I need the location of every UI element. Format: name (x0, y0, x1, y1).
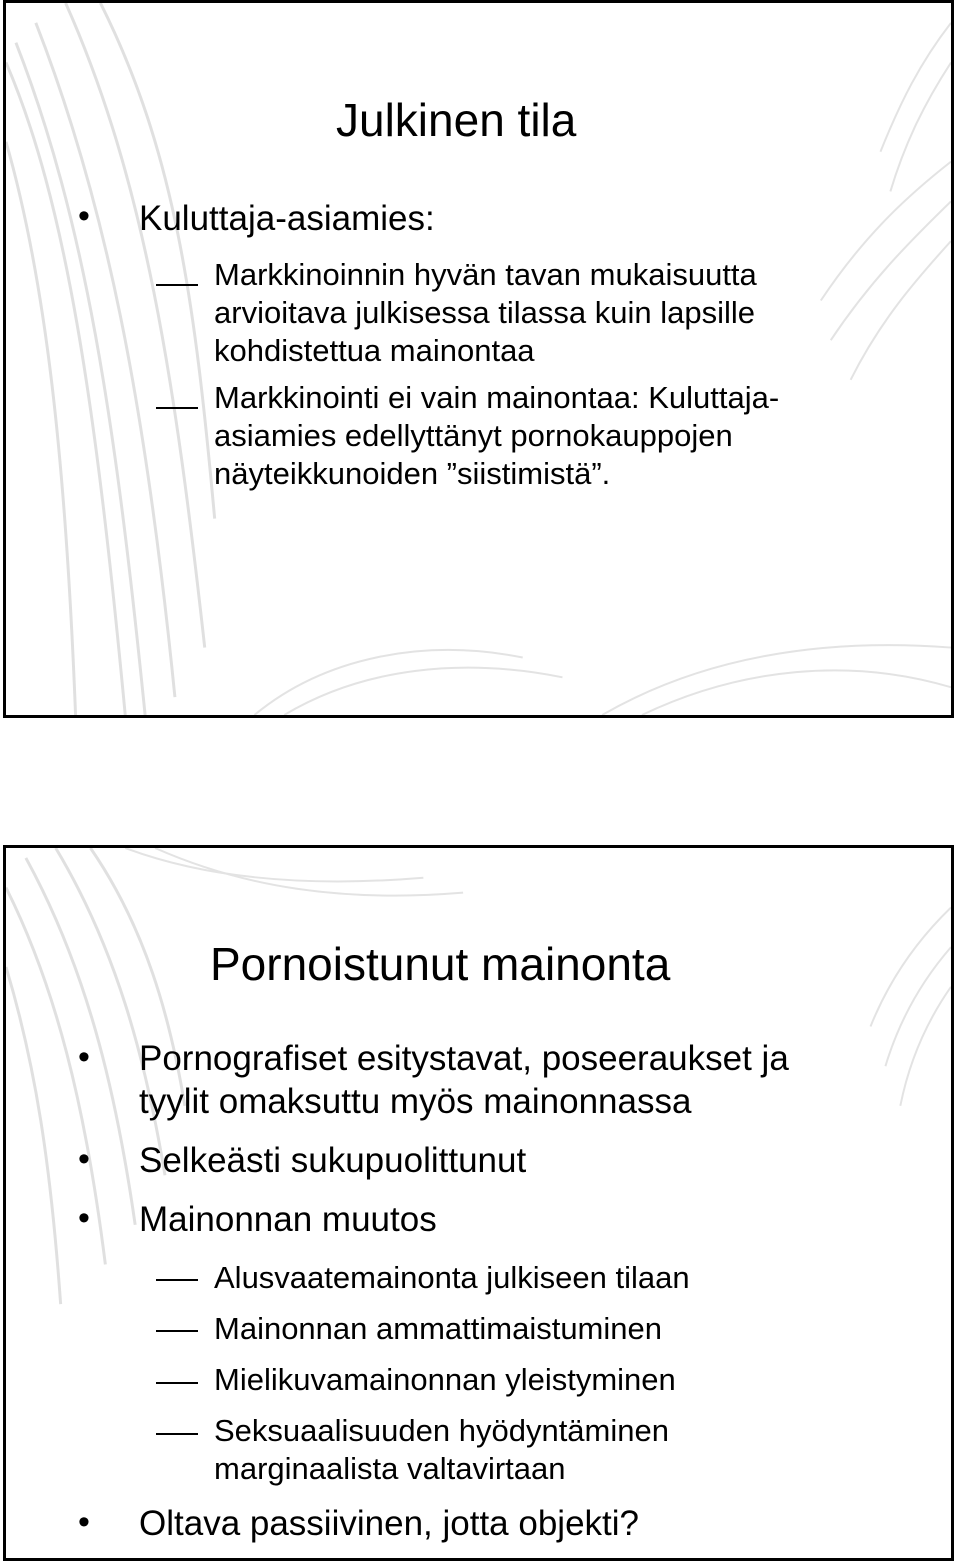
dash-icon (156, 1382, 198, 1384)
sub-bullet-text: Mielikuvamainonnan yleistyminen (214, 1362, 676, 1397)
dash-icon (156, 1330, 198, 1332)
bullet-text: Oltava passiivinen, jotta objekti? (139, 1504, 639, 1543)
sub-bullet-text: Markkinoinnin hyvän tavan mukaisuutta (214, 257, 757, 292)
slide-pornoistunut-mainonta (3, 845, 954, 1561)
sub-bullet-text: marginaalista valtavirtaan (214, 1451, 566, 1486)
bullet-icon: • (78, 1140, 90, 1178)
dash-icon (156, 407, 198, 409)
slide-title: Pornoistunut mainonta (210, 938, 671, 990)
dash-icon (156, 1433, 198, 1435)
sub-bullet-text: Seksuaalisuuden hyödyntäminen (214, 1413, 669, 1448)
slide-title: Julkinen tila (336, 94, 577, 146)
bullet-icon: • (78, 1038, 90, 1076)
bullet-text: Mainonnan muutos (139, 1200, 437, 1239)
slide-julkinen-tila (3, 0, 954, 718)
sub-bullet-text: Mainonnan ammattimaistuminen (214, 1311, 662, 1346)
bullet-icon: • (78, 1503, 90, 1541)
sub-bullet-text: asiamies edellyttänyt pornokauppojen (214, 418, 733, 453)
bullet-icon: • (78, 197, 90, 235)
sub-bullet-text: näyteikkunoiden ”siistimistä”. (214, 456, 611, 491)
dash-icon (156, 1279, 198, 1281)
bullet-text: Kuluttaja-asiamies: (139, 199, 435, 238)
sub-bullet-text: arvioitava julkisessa tilassa kuin lapsille (214, 295, 756, 330)
bullet-text: Selkeästi sukupuolittunut (139, 1141, 527, 1180)
sub-bullet-text: kohdistettua mainontaa (214, 333, 535, 368)
bullet-icon: • (78, 1199, 90, 1237)
sub-bullet-text: Alusvaatemainonta julkiseen tilaan (214, 1260, 690, 1295)
bullet-text: Pornografiset esitystavat, poseeraukset ja (139, 1039, 789, 1078)
bullet-text: tyylit omaksuttu myös mainonnassa (139, 1082, 692, 1121)
dash-icon (156, 284, 198, 286)
sub-bullet-text: Markkinointi ei vain mainontaa: Kuluttaja- (214, 380, 780, 415)
